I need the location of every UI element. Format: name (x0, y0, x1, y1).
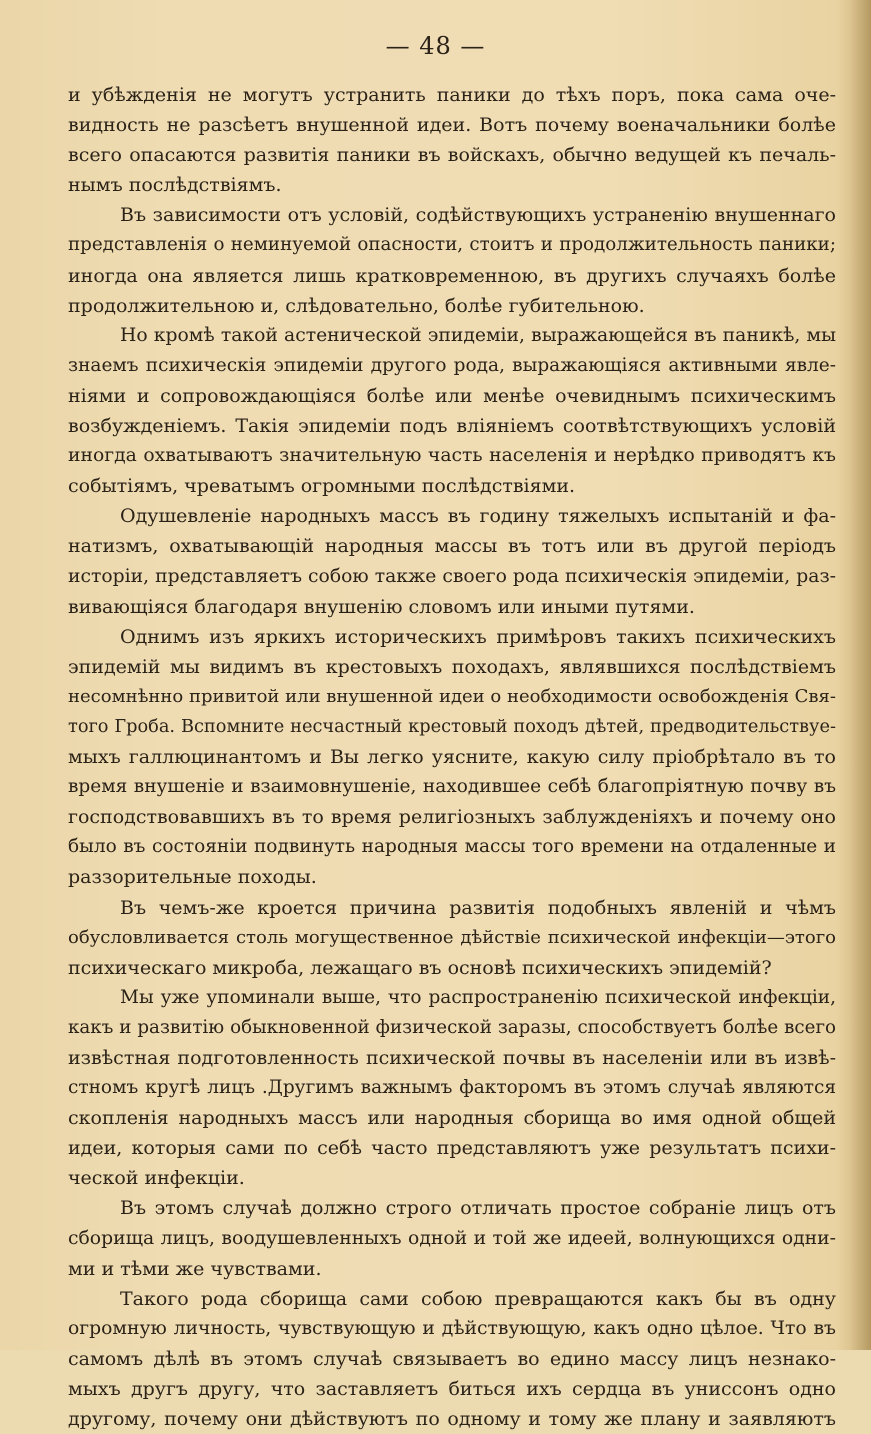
text-line: сборища лицъ, воодушевленныхъ одной и той же идеей, волнующихся одни- (68, 1227, 836, 1249)
text-line: Однимъ изъ яркихъ историческихъ примѣровъ такихъ психическихъ (120, 625, 836, 648)
text-line: Въ зависимости отъ условій, содѣйствующихъ устраненію внушеннаго (120, 204, 836, 227)
text-line: того Гроба. Вспомните несчастный крестовый походъ дѣтей, предводительствуе- (68, 716, 836, 737)
text-line: событіямъ, чреватымъ огромными послѣдствіями. (68, 475, 576, 498)
text-line: представленія о неминуемой опасности, стоитъ и продолжительность паники; (68, 234, 836, 256)
text-line: другому, почему они дѣйствуютъ по одному и тому же плану и заявляютъ (68, 1408, 836, 1431)
text-line: господствовавшихъ въ то время религіозныхъ заблужденіяхъ и почему оно (68, 806, 836, 829)
text-line: несомнѣнно привитой или внушенной идеи о необходимости освобожденія Свя- (68, 685, 836, 707)
text-line: самомъ дѣлѣ въ этомъ случаѣ связываетъ во едино массу лицъ незнако- (68, 1347, 836, 1370)
page-edge-shadow (849, 0, 871, 1350)
text-line: скопленія народныхъ массъ или народныя сборища во имя одной общей (68, 1107, 836, 1130)
text-line: обусловливается столь могущественное дѣйствіе психической инфекціи—этого (68, 926, 836, 948)
text-line: знаемъ психическія эпидеміи другого рода, выражающіяся активными явле- (68, 354, 836, 376)
text-line: Мы уже упоминали выше, что распространенію психической инфекціи, (120, 986, 836, 1008)
body-text (68, 80, 836, 1434)
text-line: время внушеніе и взаимовнушеніе, находившее себѣ благопріятную почву въ (68, 776, 836, 798)
text-line: иногда охватываютъ значительную часть населенія и нерѣдко приводятъ къ (68, 445, 836, 467)
page-number: — 48 — (385, 32, 486, 60)
text-line: ческой инфекціи. (68, 1167, 245, 1190)
text-line: мыхъ другъ другу, что заставляетъ биться ихъ сердца въ униссонъ одно (68, 1378, 836, 1401)
text-line: ніями и сопровождающіяся болѣе или менѣе очевиднымъ психическимъ (68, 384, 836, 407)
text-line: эпидемій мы видимъ въ крестовыхъ походахъ, являвшихся послѣдствіемъ (68, 655, 836, 678)
text-line: раззорительные походы. (68, 866, 317, 889)
text-line: стномъ кругѣ лицъ .Другимъ важнымъ факторомъ въ этомъ случаѣ являются (68, 1077, 836, 1099)
text-line: огромную личность, чувствующую и дѣйствующую, какъ одно цѣлое. Что въ (68, 1317, 836, 1339)
text-line: Въ этомъ случаѣ должно строго отличать простое собраніе лицъ отъ (120, 1197, 836, 1220)
text-line: психическаго микроба, лежащаго въ основѣ психическихъ эпидемій? (68, 956, 772, 979)
text-line: извѣстная подготовленность психической почвы въ населеніи или въ извѣ- (68, 1047, 836, 1069)
text-line: Такого рода сборища сами собою превращаются какъ бы въ одну (120, 1287, 836, 1310)
text-line: и убѣжденія не могутъ устранить паники до тѣхъ поръ, пока сама оче- (68, 84, 836, 106)
text-line: какъ и развитію обыкновенной физической заразы, способствуетъ болѣе всего (68, 1016, 836, 1038)
text-line: было въ состояніи подвинуть народныя массы того времени на отдаленные и (68, 836, 836, 858)
text-line: иногда она является лишь кратковременною, въ другихъ случаяхъ болѣе (68, 264, 836, 287)
text-line: исторіи, представляетъ собою также своего рода психическія эпидеміи, раз- (68, 565, 836, 587)
text-line: возбужденіемъ. Такія эпидеміи подъ вліяніемъ соотвѣтствующихъ условій (68, 415, 836, 438)
text-line: Въ чемъ-же кроется причина развитія подобныхъ явленій и чѣмъ (120, 896, 836, 919)
text-line: всего опасаются развитія паники въ войскахъ, обычно ведущей къ печаль- (68, 144, 836, 167)
text-line: ми и тѣми же чувствами. (68, 1257, 322, 1280)
text-line: продолжительною и, слѣдовательно, болѣе губительною. (68, 294, 645, 317)
text-line: нымъ послѣдствіямъ. (68, 174, 282, 197)
text-line: мыхъ галлюцинантомъ и Вы легко уясните, какую силу пріобрѣтало въ то (68, 746, 836, 769)
text-line: видность не разсѣетъ внушенной идеи. Вотъ почему военачальники болѣе (68, 114, 836, 137)
text-line: Одушевленіе народныхъ массъ въ годину тяжелыхъ испытаній и фа- (120, 505, 836, 528)
text-line: идеи, которыя сами по себѣ часто представляютъ уже результатъ психи- (68, 1137, 836, 1160)
text-line: Но кромѣ такой астенической эпидеміи, выражающейся въ паникѣ, мы (120, 324, 836, 346)
text-line: вивающіяся благодаря внушенію словомъ или иными путями. (68, 595, 695, 618)
text-line: натизмъ, охватывающій народныя массы въ тотъ или въ другой періодъ (68, 535, 836, 558)
